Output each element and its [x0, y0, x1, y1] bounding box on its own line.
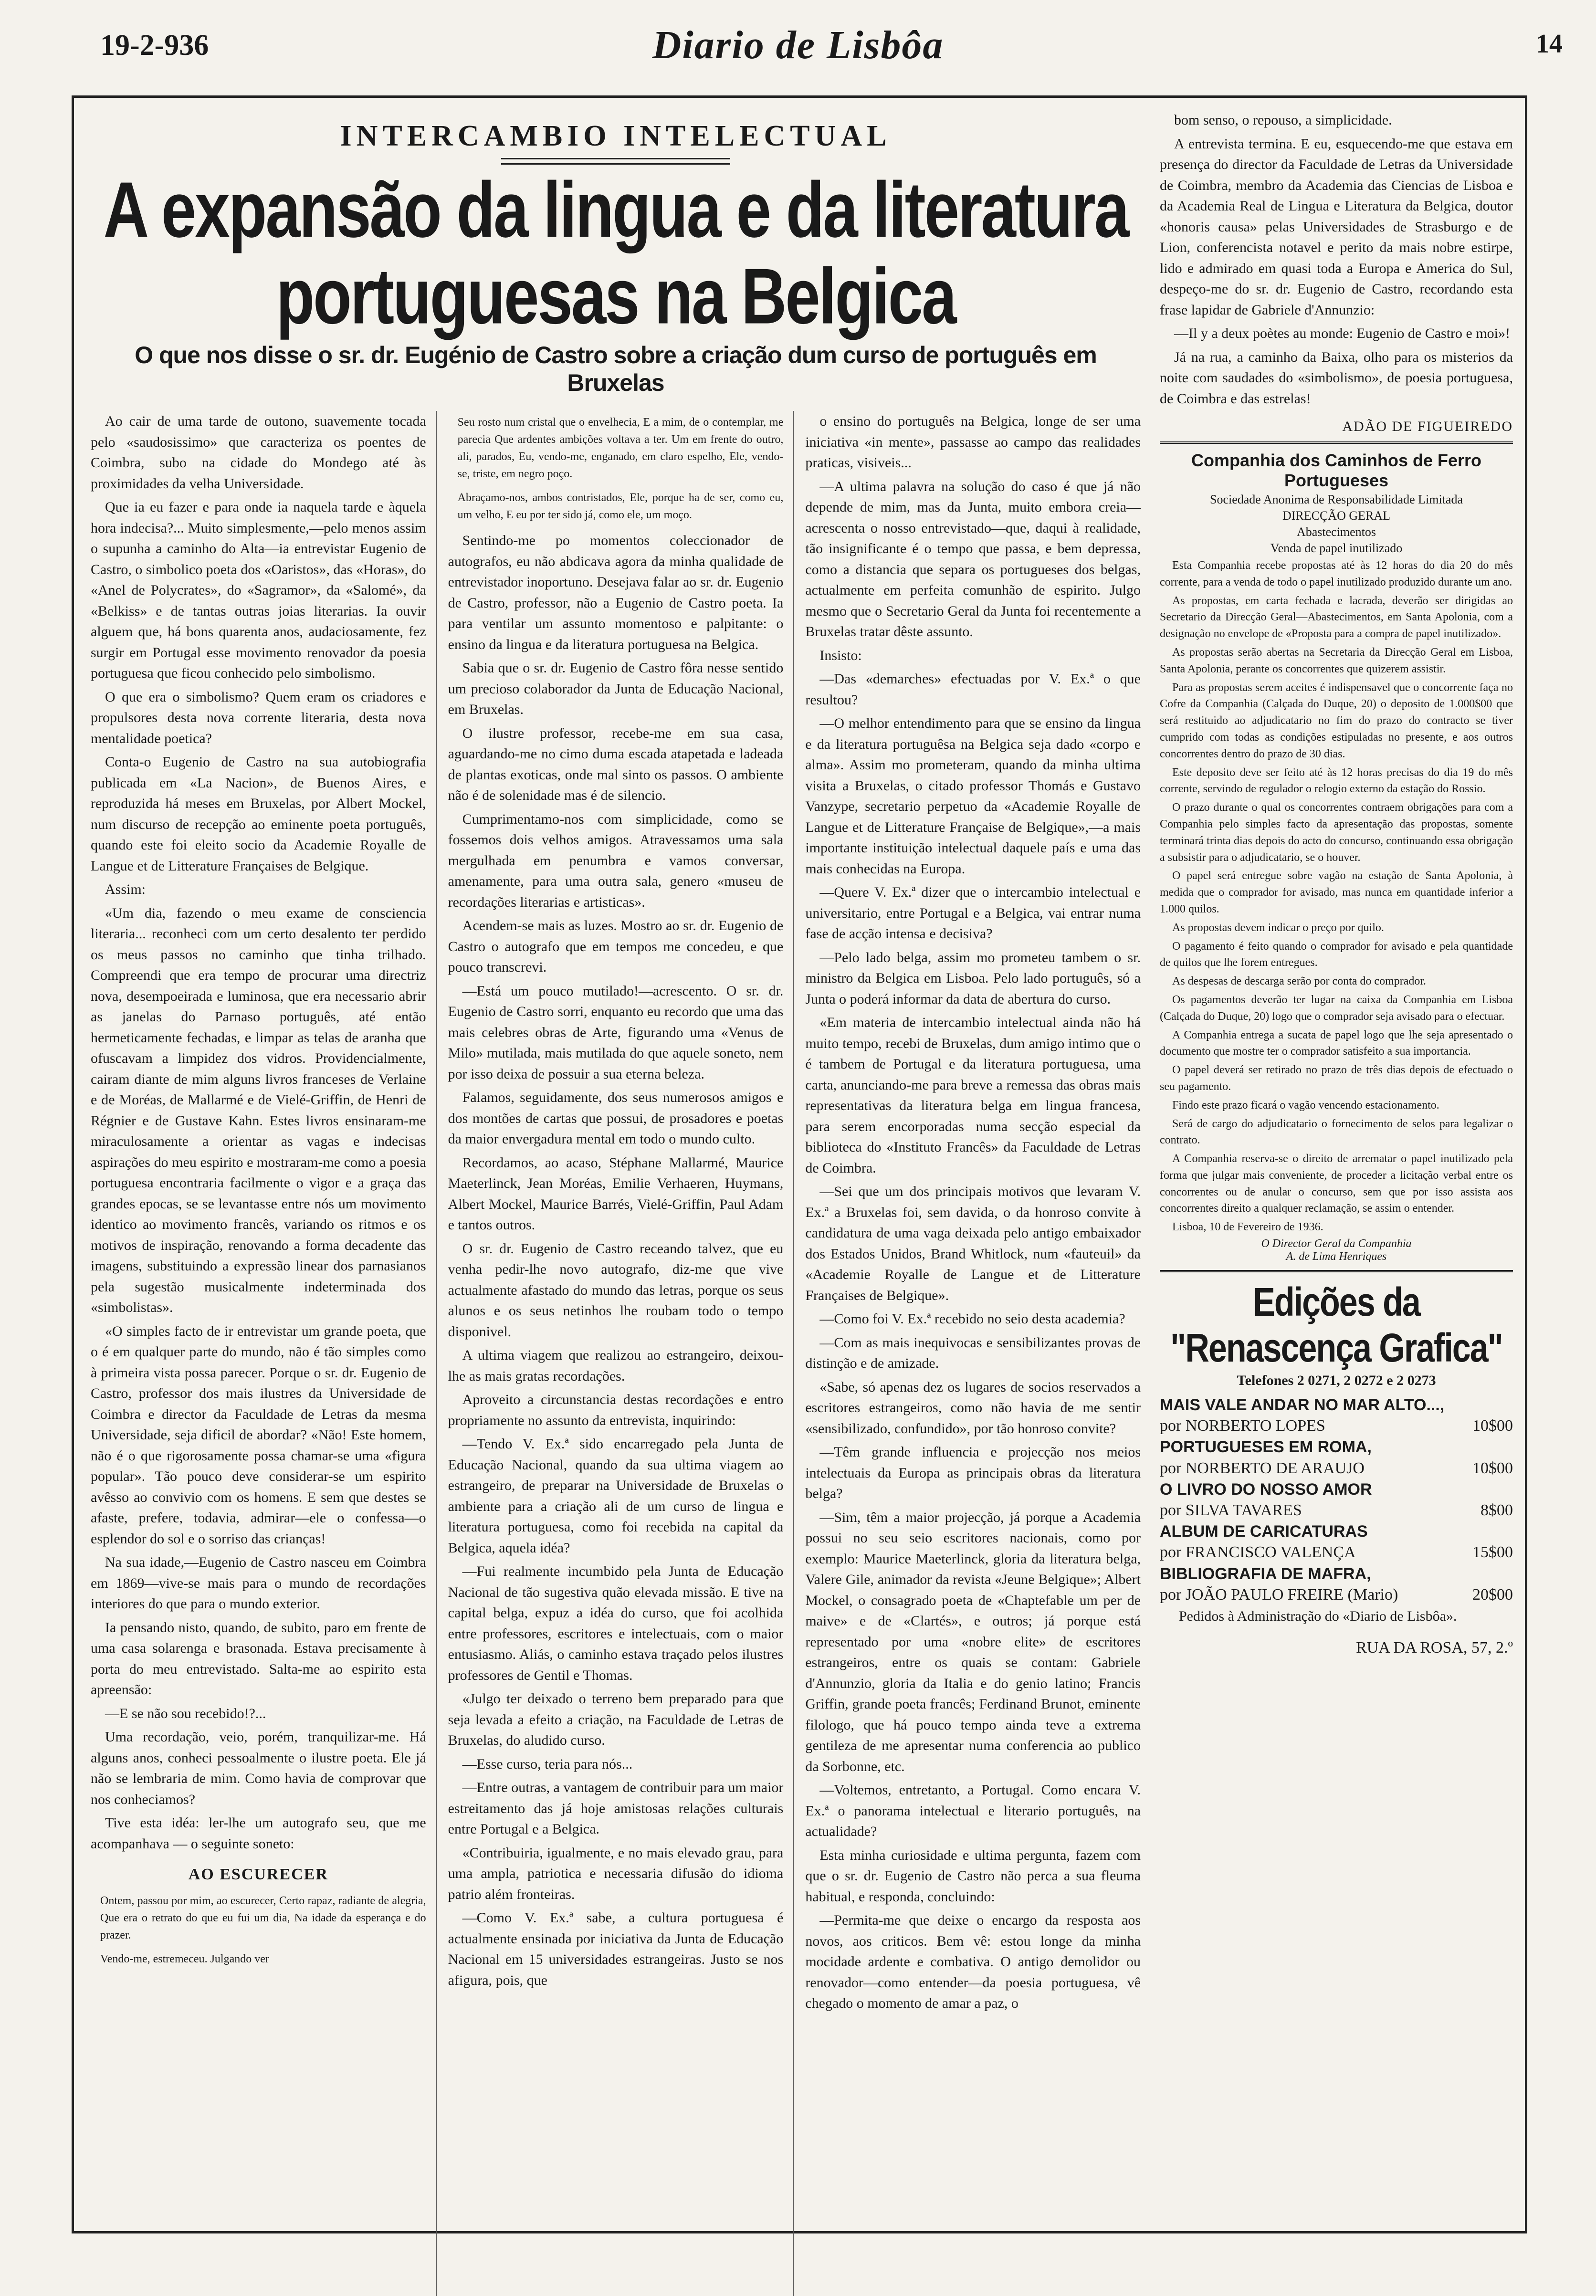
- issue-date: 19-2-936: [100, 29, 209, 62]
- notice-subtitle: Sociedade Anonima de Responsabilidade Limitada: [1210, 493, 1463, 506]
- poem-line: Vendo-me, estremeceu. Julgando ver: [100, 1952, 269, 1965]
- poem-stanza: Abraçamo-nos, ambos contristados, Ele, porque ha de ser, como eu, um velho, E eu por ter sido já, como ele, um moço.: [457, 492, 784, 522]
- page-number: 14: [1536, 29, 1563, 59]
- paragraph: Conta-o Eugenio de Castro na sua autobiografia publicada em «La Nacion», de Buenos Aires, e reproduzida há meses em Bruxelas, por Albert Mockel, num discurso de recepção ao eminente poeta português, quando este foi eleito socio da Academie Royalle de Langue et de Litterature Françaises de Belgique.: [91, 754, 426, 874]
- book-price: 20$00: [1472, 1585, 1513, 1604]
- paragraph: Falamos, seguidamente, dos seus numerosos amigos e dos montões de cartas que possui, de prosadores e poetas da maior envergadura mental em todo o mundo culto.: [448, 1090, 784, 1147]
- paragraph: A Companhia entrega a sucata de papel logo que lhe seja apresentado o documento que mostre ter o comprador satisfeito a sua importancia.: [1160, 1028, 1513, 1058]
- book-price: 10$00: [1472, 1459, 1513, 1477]
- book-title: PORTUGUESES EM ROMA,: [1160, 1438, 1372, 1457]
- ad-title: Edições da "Renascença Grafica": [1170, 1279, 1502, 1370]
- paragraph: Que ia eu fazer e para onde ia naquela tarde e àquela hora indecisa?... Muito simplesmente,—pelo menos assim o supunha a caminho do Alta—ia entrevistar Eugenio de Castro, o simbolico poeta dos «Oaristos», das «Horas», do «Anel de Polycrates», do «Sagramor», da «Salomé», da «Belkiss» e de tantas outras joias literarias. Ia ouvir alguem que, há bons quarenta anos, audaciosamente, fez surgir em Portugal esse movimento renovador da poesia portuguesa que ficou conhecido pelo simbolismo.: [91, 499, 426, 681]
- subheadline: O que nos disse o sr. dr. Eugénio de Castro sobre a criação dum curso de português em Bruxelas: [135, 342, 1097, 397]
- article: [91, 110, 1141, 2219]
- paragraph: Sabia que o sr. dr. Eugenio de Castro fôra nesse sentido um precioso colaborador da Junta de Educação Nacional, em Bruxelas.: [448, 660, 784, 718]
- paragraph: As propostas serão abertas na Secretaria da Direcção Geral em Lisboa, Santa Apolonia, perante os concorrentes que quizerem assistir.: [1160, 646, 1513, 675]
- paragraph: O papel deverá ser retirado no prazo de três dias depois de efectuado o seu pagamento.: [1160, 1064, 1513, 1093]
- paragraph: Uma recordação, veio, porém, tranquilizar-me. Há alguns anos, conheci pessoalmente o ilustre poeta. Ele já não se lembraria de mim. Como havia de comprovar que nos conheciamos?: [91, 1729, 426, 1807]
- book-author: por NORBERTO DE ARAUJO: [1160, 1459, 1365, 1477]
- paragraph: Aproveito a circunstancia destas recordações e entro propriamente no assunto da entrevista, inquirindo:: [448, 1392, 784, 1428]
- notice-topic: Venda de papel inutilizado: [1270, 541, 1403, 555]
- notice-signer: A. de Lima Henriques: [1286, 1250, 1387, 1263]
- paragraph: —O melhor entendimento para que se ensino da lingua e da literatura portuguêsa na Belgica seja dado «corpo e alma». Assim mo prometeram, quando da minha ultima visita a Bruxelas, o citado professor Thomás e Gustavo Vanzype, secretario perpetuo da «Academie Royalle de Langue et de Litterature Française de Belgique»,—a mais importante instituição intelectual daquele país e uma das mais conhecidas na Europa.: [805, 715, 1141, 877]
- paragraph: —Fui realmente incumbido pela Junta de Educação Nacional de tão sugestiva quão elevada missão. E tive na capital belga, expuz a idéa do curso, que foi acolhida entre professores, escritores e intelectuais, com o maior entusiasmo. Aliás, o caminho estava traçado pelos ilustres professores de Gentil e Thomas.: [448, 1563, 784, 1683]
- column-1: [91, 411, 437, 2296]
- newspaper-title: Diario de Lisbôa: [652, 23, 944, 67]
- paragraph: Acendem-se mais as luzes. Mostro ao sr. dr. Eugenio de Castro o autografo que em tempos me concedeu, e que pouco transcrevi.: [448, 918, 784, 975]
- divider: [1160, 441, 1513, 444]
- poem-stanza: Seu rosto num cristal que o envelhecia, E a mim, de o contemplar, me parecia Que ardentes ambições voltava a ter. Um em frente do outro, ali, parados, Eu, vendo-me, enganado, em claro espelho, Ele, vendo-se, triste, em negro poço.: [457, 416, 784, 481]
- phone-numbers: Telefones 2 0271, 2 0272 e 2 0273: [1237, 1373, 1436, 1389]
- paragraph: —Tendo V. Ex.ª sido encarregado pela Junta de Educação Nacional, quando da sua ultima viagem ao estrangeiro, de preparar na Universidade de Bruxelas o ambiente para a criação ali de um curso de lingua e literatura portuguesa, como foi recebida na capital da Belgica, aquela idéa?: [448, 1436, 784, 1556]
- book-price: 15$00: [1472, 1543, 1513, 1562]
- right-column: [1160, 110, 1513, 1657]
- paragraph: Na sua idade,—Eugenio de Castro nasceu em Coimbra em 1869—vive-se mais para o mundo de recordações interiores do que para o mundo exterior.: [91, 1554, 426, 1612]
- divider: [1160, 1270, 1513, 1272]
- paragraph: Insisto:: [819, 647, 862, 663]
- paragraph: —Pelo lado belga, assim mo prometeu tambem o sr. ministro da Belgica em Lisboa. Pelo lado português, só a Junta o poderá informar da data de abertura do curso.: [805, 949, 1141, 1007]
- section-title: INTERCAMBIO INTELECTUAL: [340, 120, 892, 152]
- paragraph: «Contribuiria, igualmente, e no mais elevado grau, para uma ampla, patriotica e necessaria difusão do idioma patrio além fronteiras.: [448, 1845, 784, 1902]
- masthead: [0, 19, 1596, 72]
- paragraph: —Sim, têm a maior projecção, já porque a Academia possui no seu seio escritores nacionais, como por exemplo: Maurice Maeterlinck, gloria da literatura belga, Valere Gile, animador da revista «Jeune Belgique»; Albert Mockel, o consagrado poeta de «Chaptefable um per de maive» e de «Clartés», e outros; já porque está representado por uma «nobre elite» de escritores estrangeiros, entre os quais se contam: Gabriele d'Annunzio, gloria da Italia e do genio latino; Francis Griffin, grande poeta francês; Ferdinand Brunot, eminente filologo, que há pouco tempo ainda teve a extrema gentileza de me apresentar numa conferencia ao publico da Sorbonne, etc.: [805, 1509, 1141, 1774]
- poem-title: AO ESCURECER: [188, 1866, 328, 1884]
- book-price: 10$00: [1472, 1417, 1513, 1435]
- paragraph: Sentindo-me po momentos coleccionador de autografos, eu não abdicava agora da minha qualidade de entrevistador inoportuno. Desejava falar ao sr. dr. Eugenio de Castro, professor, não a Eugenio de Castro poeta. Ia para ventilar um assunto momentoso e palpitante: o ensino da lingua e da literatura portuguesa na Belgica.: [448, 533, 784, 652]
- paragraph: Lisboa, 10 de Fevereiro de 1936.: [1172, 1221, 1323, 1234]
- paragraph: bom senso, o repouso, a simplicidade.: [1174, 112, 1392, 128]
- book-item: [1160, 1542, 1513, 1563]
- paragraph: Tive esta idéa: ler-lhe um autografo seu, que me acompanhava — o seguinte soneto:: [91, 1815, 426, 1852]
- book-price: 8$00: [1480, 1501, 1513, 1520]
- book-item: [1160, 1458, 1513, 1479]
- author-signature: ADÃO DE FIGUEIREDO: [1342, 419, 1513, 434]
- article-columns: [91, 411, 1141, 2296]
- book-title: O LIVRO DO NOSSO AMOR: [1160, 1480, 1372, 1499]
- notice-subdepartment: Abastecimentos: [1296, 525, 1376, 539]
- headline: A expansão da lingua e da literatura portuguesas na Belgica: [103, 166, 1128, 340]
- address: RUA DA ROSA, 57, 2.º: [1356, 1638, 1513, 1656]
- paragraph: «Julgo ter deixado o terreno bem preparado para que seja levada a efeito a criação, na Faculdade de Letras de Bruxelas, do aludido curso.: [448, 1691, 784, 1749]
- paragraph: Ia pensando nisto, quando, de subito, paro em frente de uma casa solarenga e brasonada. Estava precisamente à porta do meu entrevistado. Salta-me ao espirito esta apreensão:: [91, 1619, 426, 1698]
- paragraph: As despesas de descarga serão por conta do comprador.: [1172, 975, 1427, 988]
- paragraph: Já na rua, a caminho da Baixa, olho para os misterios da noite com saudades do «simbolismo», de poesia portuguesa, de Coimbra e das estrelas!: [1160, 349, 1513, 407]
- books-advertisement: [1160, 1279, 1513, 1657]
- book-title: ALBUM DE CARICATURAS: [1160, 1522, 1368, 1541]
- paragraph: O sr. dr. Eugenio de Castro receando talvez, que eu venha pedir-lhe novo autografo, diz-me que vive actualmente afastado do mundo das letras, porque os seus alunos e os seus netinhos lhe roubam todo o tempo disponivel.: [448, 1240, 784, 1340]
- paragraph: A ultima viagem que realizou ao estrangeiro, deixou-lhe as mais gratas recordações.: [448, 1347, 784, 1384]
- paragraph: —Como V. Ex.ª sabe, a cultura portuguesa é actualmente ensinada por iniciativa da Junta de Educação Nacional em 15 universidades estrangeiras. Justo se nos afigura, pois, que: [448, 1910, 784, 1988]
- paragraph: Findo este prazo ficará o vagão vencendo estacionamento.: [1172, 1099, 1439, 1111]
- order-note: Pedidos à Administração do «Diario de Lisbôa».: [1179, 1608, 1457, 1624]
- book-item: [1160, 1521, 1513, 1542]
- paragraph: —Está um pouco mutilado!—acrescento. O sr. dr. Eugenio de Castro sorri, enquanto eu recordo que uma das mais celebres obras de Arte, figurando uma «Venus de Milo» mutilada, mais mutilada do que aquele soneto, nem por isso deixa de possuir a sua eterna beleza.: [448, 983, 784, 1082]
- book-item: [1160, 1500, 1513, 1521]
- paragraph: —Com as mais inequivocas e sensibilizantes provas de distinção e de amizade.: [805, 1334, 1141, 1372]
- paragraph: «Um dia, fazendo o meu exame de consciencia literaria... reconheci com um certo desalento ter perdido os meus passos no caminho que tinha trilhado. Compreendi que era tempo de procurar uma directriz nova, desempoeirada e luminosa, que era necessario abrir as janelas do Parnaso português, até então hermeticamente fechadas, e limpar as telas de aranha que ofuscavam a limpidez dos vidros. Providencialmente, cairam diante de mim alguns livros franceses de Verlaine e de Moréas, de Mallarmé e de Vielé-Griffin, de Henri de Régnier e de Gustave Kahn. Estes livros ensinaram-me miraculosamente a orientar as vagas e indecisas aspirações do meu espirito e mostraram-me como a poesia portuguesa encontraria facilmente o vigor e a graça das grandes epocas, se se levantasse entre nós um movimento identico ao movimento francês, variando os ritmos e os motivos de inspiração, renovando a forma decadente das imagens, substituindo a expressão linear dos parnasianos pela sugestão musicalmente indeterminada dos «simbolistas».: [91, 905, 426, 1316]
- paragraph: Ao cair de uma tarde de outono, suavemente tocada pelo «saudosissimo» que caracteriza os poentes de Coimbra, subo na cidade do Mondego até às proximidades da velha Universidade.: [91, 413, 426, 492]
- paragraph: A Companhia reserva-se o direito de arrematar o papel inutilizado pela forma que julgar mais conveniente, de proceder a licitação verbal entre os concorrentes ou de anular o concurso, sem que por isso assista aos concorrentes direito a qualquer reclamação, se assim o entender.: [1160, 1153, 1513, 1215]
- paragraph: O prazo durante o qual os concorrentes contraem obrigações para com a Companhia pelo simples facto da apresentação das propostas, somente terminará trinta dias depois do acto do concurso, continuando essa obrigação a subsistir para o adjudicatario, se o houver.: [1160, 801, 1513, 864]
- paragraph: Este deposito deve ser feito até às 12 horas precisas do dia 19 do mês corrente, servindo de regulador o relogio externo da estação do Rossio.: [1160, 766, 1513, 796]
- article-ending: [1160, 110, 1513, 409]
- section-divider: [501, 158, 730, 165]
- poem-stanza: Ontem, passou por mim, ao escurecer, Certo rapaz, radiante de alegria, Que era o retrato do que eu fui um dia, Na idade da esperança e do prazer.: [100, 1894, 426, 1941]
- paragraph: —Quere V. Ex.ª dizer que o intercambio intelectual e universitario, entre Portugal e a Belgica, vai entrar numa fase de acção intensa e decisiva?: [805, 884, 1141, 942]
- paragraph: Esta minha curiosidade e ultima pergunta, fazem com que o sr. dr. Eugenio de Castro não perca a sua fleuma habitual, e responda, concluindo:: [805, 1847, 1141, 1905]
- paragraph: «Em materia de intercambio intelectual ainda não há muito tempo, recebi de Bruxelas, dum amigo intimo que o é tambem de Portugal e da literatura portuguesa, uma carta, anunciando-me para breve a remessa das obras mais representativas da literatura belga em lingua francesa, para serem encorporadas numa secção especial da biblioteca do «Instituto Francês» da Faculdade de Letras de Coimbra.: [805, 1015, 1141, 1176]
- book-item: [1160, 1415, 1513, 1436]
- paragraph: o ensino do português na Belgica, longe de ser uma iniciativa «in mente», passasse ao campo das realidades praticas, visiveis...: [805, 413, 1141, 471]
- book-item: [1160, 1394, 1513, 1415]
- paragraph: —Esse curso, teria para nós...: [462, 1756, 633, 1772]
- paragraph: «O simples facto de ir entrevistar um grande poeta, que o é em qualquer parte do mundo, não é tão simples como à primeira vista possa parecer. Porque o sr. dr. Eugenio de Castro, professor dos mais ilustres da Universidade de Coimbra e director da Faculdade de Letras da mesma Universidade, seja dificil de abordar? «Não! Este homem, não é o que rigorosamente possa chamar-se uma «figura popular». Tão pouco deve considerar-se um espirito avêsso ao convivio com os homens. E sem que destes se afaste, prefere, todavia, admirar—ele o confessa—o esplendor do sol e o sorriso das crianças!: [91, 1323, 426, 1547]
- notice-signer-title: O Director Geral da Companhia: [1261, 1237, 1412, 1250]
- book-author: por JOÃO PAULO FREIRE (Mario): [1160, 1585, 1398, 1604]
- paragraph: Para as propostas serem aceites é indispensavel que o concorrente faça no Cofre da Companhia (Calçada do Duque, 20) o deposito de 1.000$00 que será restituido ao adjudicatario no fim do prazo do contracto se tiver cumprido com todas as condições estipuladas no presente, e aos outros concorrentes dentro do prazo de 30 dias.: [1160, 681, 1513, 760]
- paragraph: Assim:: [105, 881, 146, 898]
- paragraph: O papel será entregue sobre vagão na estação de Santa Apolonia, à medida que o comprador for avisado, mas nunca em quantidade inferior a 1.000 quilos.: [1160, 870, 1513, 915]
- paragraph: As propostas, em carta fechada e lacrada, deverão ser dirigidas ao Secretario da Direcção Geral—Abastecimentos, em Santa Apolonia, com a designação no envelope de «Proposta para a compra de papel inutilizado».: [1160, 594, 1513, 640]
- book-item: [1160, 1479, 1513, 1500]
- book-title: MAIS VALE ANDAR NO MAR ALTO...,: [1160, 1396, 1445, 1415]
- notice-body: [1160, 557, 1513, 1236]
- notice-department: DIRECÇÃO GERAL: [1282, 509, 1391, 523]
- book-item: [1160, 1436, 1513, 1457]
- railway-notice: [1160, 451, 1513, 1263]
- notice-title: Companhia dos Caminhos de Ferro Portugueses: [1191, 451, 1482, 490]
- book-author: por FRANCISCO VALENÇA: [1160, 1543, 1356, 1562]
- paragraph: —Permita-me que deixe o encargo da resposta aos novos, aos criticos. Bem vê: estou longe da minha mocidade ardente e combativa. O antigo demolidor ou renovador—como entender—da poesia portuguesa, vê chegado o momento de amar a paz, o: [805, 1912, 1141, 2012]
- book-title: BIBLIOGRAFIA DE MAFRA,: [1160, 1564, 1371, 1583]
- paragraph: —Entre outras, a vantagem de contribuir para um maior estreitamento das já hoje amistosas relações culturais entre Portugal e a Belgica.: [448, 1780, 784, 1837]
- paragraph: —Il y a deux poètes au monde: Eugenio de Castro e moi»!: [1174, 325, 1510, 341]
- book-author: por SILVA TAVARES: [1160, 1501, 1302, 1520]
- paragraph: —Das «demarches» efectuadas por V. Ex.ª o que resultou?: [805, 671, 1141, 708]
- paragraph: O pagamento é feito quando o comprador for avisado e pela quantidade de quilos que lhe forem entregues.: [1160, 940, 1513, 969]
- paragraph: —Têm grande influencia e projecção nos meios intelectuais da Europa as principais obras da literatura belga?: [805, 1444, 1141, 1502]
- paragraph: —Como foi V. Ex.ª recebido no seio desta academia?: [819, 1311, 1125, 1327]
- book-item: [1160, 1563, 1513, 1584]
- paragraph: O ilustre professor, recebe-me em sua casa, aguardando-me no cimo duma escada atapetada e ladeada de plantas exoticas, onde mal sinto os passos. O ambiente não é de solenidade mas é de silencio.: [448, 725, 784, 804]
- paragraph: Esta Companhia recebe propostas até às 12 horas do dia 20 do mês corrente, para a venda de todo o papel inutilizado produzido durante um ano.: [1160, 559, 1513, 588]
- paragraph: As propostas devem indicar o preço por quilo.: [1172, 921, 1384, 934]
- paragraph: A entrevista termina. E eu, esquecendo-me que estava em presença do director da Faculdade de Letras da Universidade de Coimbra, membro da Academia das Ciencias de Lisboa e da Academia Real de Lingua e Literatura da Belgica, doutor «honoris causa» pelas Universidades de Strasburgo e de Lion, conferencista notavel e perito da mais nobre estirpe, lido e admirado em quasi toda a Europa e America do Sul, despeço-me do sr. dr. Eugenio de Castro, recordando esta frase lapidar de Gabriele d'Annunzio:: [1160, 136, 1513, 318]
- book-item: [1160, 1584, 1513, 1605]
- paragraph: O que era o simbolismo? Quem eram os criadores e propulsores desta nova corrente literaria, desta nova mentalidade poetica?: [91, 689, 426, 746]
- paragraph: —Sei que um dos principais motivos que levaram V. Ex.ª a Bruxelas foi, sem davida, o da honroso convite à candidatura de uma vaga deixada pelo antigo embaixador dos Estados Unidos, Brand Whitlock, num «fauteuil» da «Academie Royalle de Langue et de Litterature Françaises de Belgique».: [805, 1184, 1141, 1303]
- paragraph: Cumprimentamo-nos com simplicidade, como se fossemos dois velhos amigos. Atravessamos uma sala mergulhada em penumbra e vamos conversar, amenamente, para uma outra sala, genero «museu de recordações literarias e artisticas».: [448, 811, 784, 910]
- paragraph: Recordamos, ao acaso, Stéphane Mallarmé, Maurice Maeterlinck, Jean Moréas, Emilie Verhaeren, Huymans, Albert Mockel, Maurice Barrés, Vielé-Griffin, Paul Adam e tantos outros.: [448, 1154, 784, 1233]
- book-author: por NORBERTO LOPES: [1160, 1417, 1325, 1435]
- column-2: [448, 411, 794, 2296]
- paragraph: «Sabe, só apenas dez os lugares de socios reservados a escritores estrangeiros, como não havia de me sentir «sensibilizado, confundido», por tão honroso convite?: [805, 1379, 1141, 1436]
- paragraph: —Voltemos, entretanto, a Portugal. Como encara V. Ex.ª o panorama intelectual e literario português, na actualidade?: [805, 1782, 1141, 1840]
- paragraph: Os pagamentos deverão ter lugar na caixa da Companhia em Lisboa (Calçada do Duque, 20) logo que o comprador seja avisado para o efectuar.: [1160, 993, 1513, 1023]
- paragraph: —A ultima palavra na solução do caso é que já não depende de mim, mas da Junta, muito embora creia—acrescenta o nosso entrevistado—que, daqui à realidade, tão insignificante é o tempo que passa, e bem depressa, como a distancia que separa os portugueses dos belgas, actualmente em perfeita comunhão de espirito. Julgo mesmo que o Secretario Geral da Junta foi recentemente a Bruxelas tratar dêste assunto.: [805, 478, 1141, 640]
- column-3: [805, 411, 1141, 2296]
- paragraph: Será de cargo do adjudicatario o fornecimento de selos para legalizar o contrato.: [1160, 1117, 1513, 1147]
- paragraph: —E se não sou recebido!?...: [105, 1705, 266, 1721]
